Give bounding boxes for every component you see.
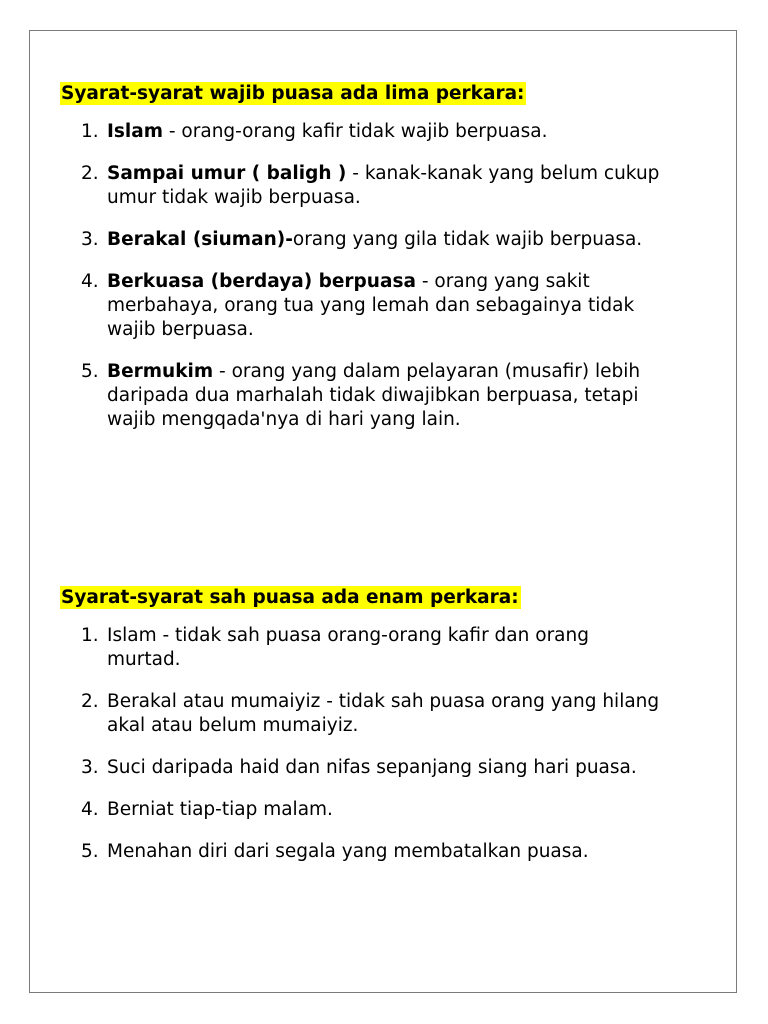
- section-wajib-puasa: [60, 82, 660, 450]
- list-item: [60, 270, 660, 343]
- item-number: 4.: [81, 270, 99, 292]
- item-text: Berniat tiap-tiap malam.: [107, 798, 333, 820]
- list-item: [60, 360, 660, 433]
- section-heading: Syarat-syarat sah puasa ada enam perkara:: [61, 587, 519, 608]
- item-number: 2.: [81, 162, 99, 184]
- item-number: 3.: [81, 228, 99, 250]
- list-item: [60, 840, 660, 864]
- item-term: Berkuasa (berdaya) berpuasa: [107, 270, 416, 292]
- item-number: 2.: [81, 691, 99, 712]
- section-heading: Syarat-syarat wajib puasa ada lima perkara:: [61, 83, 525, 104]
- item-number: 5.: [81, 840, 99, 862]
- item-term: Berakal (siuman)-: [107, 228, 293, 250]
- list-item: [60, 756, 660, 780]
- item-term: Islam: [107, 121, 163, 142]
- list-item: [60, 690, 660, 738]
- item-text: - orang yang dalam pelayaran (musafir) lebih daripada dua marhalah tidak diwajibkan berpuasa, tetapi wajib mengqada'nya di hari yang lain.: [107, 360, 641, 431]
- item-number: 3.: [81, 757, 99, 778]
- item-term: Sampai umur ( baligh ): [107, 162, 347, 184]
- item-text: orang yang gila tidak wajib berpuasa.: [292, 228, 643, 250]
- list-item: [60, 162, 660, 210]
- item-number: 1.: [81, 625, 99, 646]
- list-item: [60, 624, 660, 672]
- list-item: [60, 120, 660, 144]
- item-text: Menahan diri dari segala yang membatalkan puasa.: [107, 840, 589, 862]
- section-sah-puasa: [60, 586, 660, 881]
- item-text: Islam - tidak sah puasa orang-orang kafir dan orang murtad.: [107, 625, 589, 671]
- requirements-list: [60, 120, 660, 432]
- item-text: Berakal atau mumaiyiz - tidak sah puasa orang yang hilang akal atau belum mumaiyiz.: [107, 691, 660, 737]
- item-number: 1.: [81, 121, 99, 142]
- item-term: Bermukim: [107, 360, 214, 382]
- item-text: - kanak-kanak yang belum cukup umur tidak wajib berpuasa.: [107, 162, 660, 208]
- item-text: Suci daripada haid dan nifas sepanjang siang hari puasa.: [107, 757, 637, 778]
- item-text: - orang yang sakit merbahaya, orang tua yang lemah dan sebagainya tidak wajib berpuasa.: [107, 270, 635, 340]
- list-item: [60, 798, 660, 822]
- item-number: 4.: [81, 798, 99, 820]
- item-number: 5.: [81, 360, 99, 382]
- list-item: [60, 228, 660, 252]
- conditions-list: [60, 624, 660, 864]
- item-text: - orang-orang kafir tidak wajib berpuasa.: [163, 121, 548, 142]
